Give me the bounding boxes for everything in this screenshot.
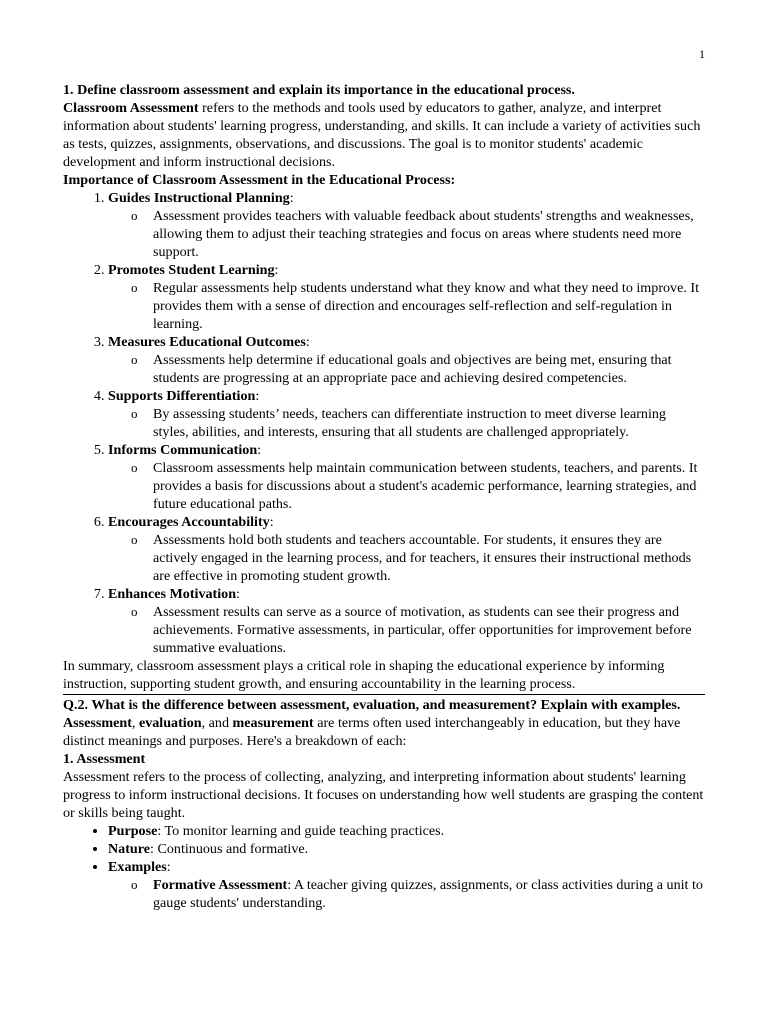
q1-intro: Classroom Assessment refers to the methods and tools used by educators to gather, analyze, and interpret information about students' learning progress, understanding, and skills. It can include a variety of activities such as tests, quizzes, assignments, observations, and discussions. The goal is to monitor students' academic development and inform instructional decisions.: [63, 100, 701, 170]
list-item: 3. Measures Educational Outcomes: o Assessments help determine if educational goals and objectives are being met, ensuring that students are progressing at an appropriate pace and achieving desired competencies.: [108, 333, 705, 387]
list-item: 4. Supports Differentiation: o By assessing students’ needs, teachers can differentiate instruction to meet diverse learning styles, abilities, and interests, ensuring that all students are challenged appropriately.: [108, 387, 705, 441]
list-item: • Purpose: To monitor learning and guide teaching practices.: [108, 822, 705, 840]
list-item: 1. Guides Instructional Planning: o Assessment provides teachers with valuable feedback about students' strengths and weaknesses, allowing them to adjust their teaching strategies and focus on areas where students need more support.: [108, 189, 705, 261]
list-item-detail: o Assessment provides teachers with valuable feedback about students' strengths and weaknesses, allowing them to adjust their teaching strategies and focus on areas where students need more support.: [153, 207, 705, 261]
list-item-detail: o Formative Assessment: A teacher giving quizzes, assignments, or class activities during a unit to gauge students' understanding.: [153, 876, 705, 912]
list-item: • Examples: o Formative Assessment: A teacher giving quizzes, assignments, or class activities during a unit to gauge students' understanding.: [108, 858, 705, 912]
list-item-detail: o Assessments hold both students and teachers accountable. For students, it ensures they are actively engaged in the learning process, and for teachers, it ensures their instructional methods are effective in promoting student growth.: [153, 531, 705, 585]
list-item-detail: o Assessment results can serve as a source of motivation, as students can see their progress and achievements. Formative assessments, in particular, offer opportunities for improvement before summative evaluations.: [153, 603, 705, 657]
q2-heading: Q.2. What is the difference between assessment, evaluation, and measurement? Explain with examples.: [63, 697, 681, 713]
list-item-detail: o Assessments help determine if educational goals and objectives are being met, ensuring that students are progressing at an appropriate pace and achieving desired competencies.: [153, 351, 705, 387]
list-item: 5. Informs Communication: o Classroom assessments help maintain communication between students, teachers, and parents. It provides a basis for discussions about a student's academic performance, learning strategies, and future educational paths.: [108, 441, 705, 513]
list-item-detail: o Regular assessments help students understand what they know and what they need to improve. It provides them with a sense of direction and encourages self-reflection and self-regulation in learning.: [153, 279, 705, 333]
section1-heading: 1. Assessment: [63, 751, 146, 767]
page-number: 1: [699, 47, 705, 61]
list-item: 2. Promotes Student Learning: o Regular assessments help students understand what they know and what they need to improve. It provides them with a sense of direction and encourages self-reflection and self-regulation in learning.: [108, 261, 705, 333]
q2-intro: Assessment, evaluation, and measurement are terms often used interchangeably in education, but they have distinct meanings and purposes. Here's a breakdown of each:: [63, 715, 681, 749]
q1-heading: 1. Define classroom assessment and explain its importance in the educational process.: [63, 82, 575, 98]
list-item: 6. Encourages Accountability: o Assessments hold both students and teachers accountable. For students, it ensures they are actively engaged in the learning process, and for teachers, it ensures their instructional methods are effective in promoting student growth.: [108, 513, 705, 585]
importance-heading: Importance of Classroom Assessment in the Educational Process:: [63, 172, 456, 188]
q1-summary: In summary, classroom assessment plays a critical role in shaping the educational experience by informing instruction, supporting student growth, and ensuring accountability in the learning process.: [63, 658, 665, 692]
list-item-detail: o Classroom assessments help maintain communication between students, teachers, and parents. It provides a basis for discussions about a student's academic performance, learning strategies, and future educational paths.: [153, 459, 705, 513]
section1-text: Assessment refers to the process of collecting, analyzing, and interpreting information about students' learning progress to inform instructional decisions. It focuses on understanding how well students are grasping the content or skills being taught.: [63, 769, 704, 821]
list-item: 7. Enhances Motivation: o Assessment results can serve as a source of motivation, as students can see their progress and achievements. Formative assessments, in particular, offer opportunities for improvement before summative evaluations.: [108, 585, 705, 657]
list-item-detail: o By assessing students’ needs, teachers can differentiate instruction to meet diverse learning styles, abilities, and interests, ensuring that all students are challenged appropriately.: [153, 405, 705, 441]
list-item: • Nature: Continuous and formative.: [108, 840, 705, 858]
assessment-bullets: [63, 822, 705, 912]
section-divider: [63, 694, 705, 695]
document-body: [63, 81, 705, 912]
importance-list: [63, 189, 705, 657]
